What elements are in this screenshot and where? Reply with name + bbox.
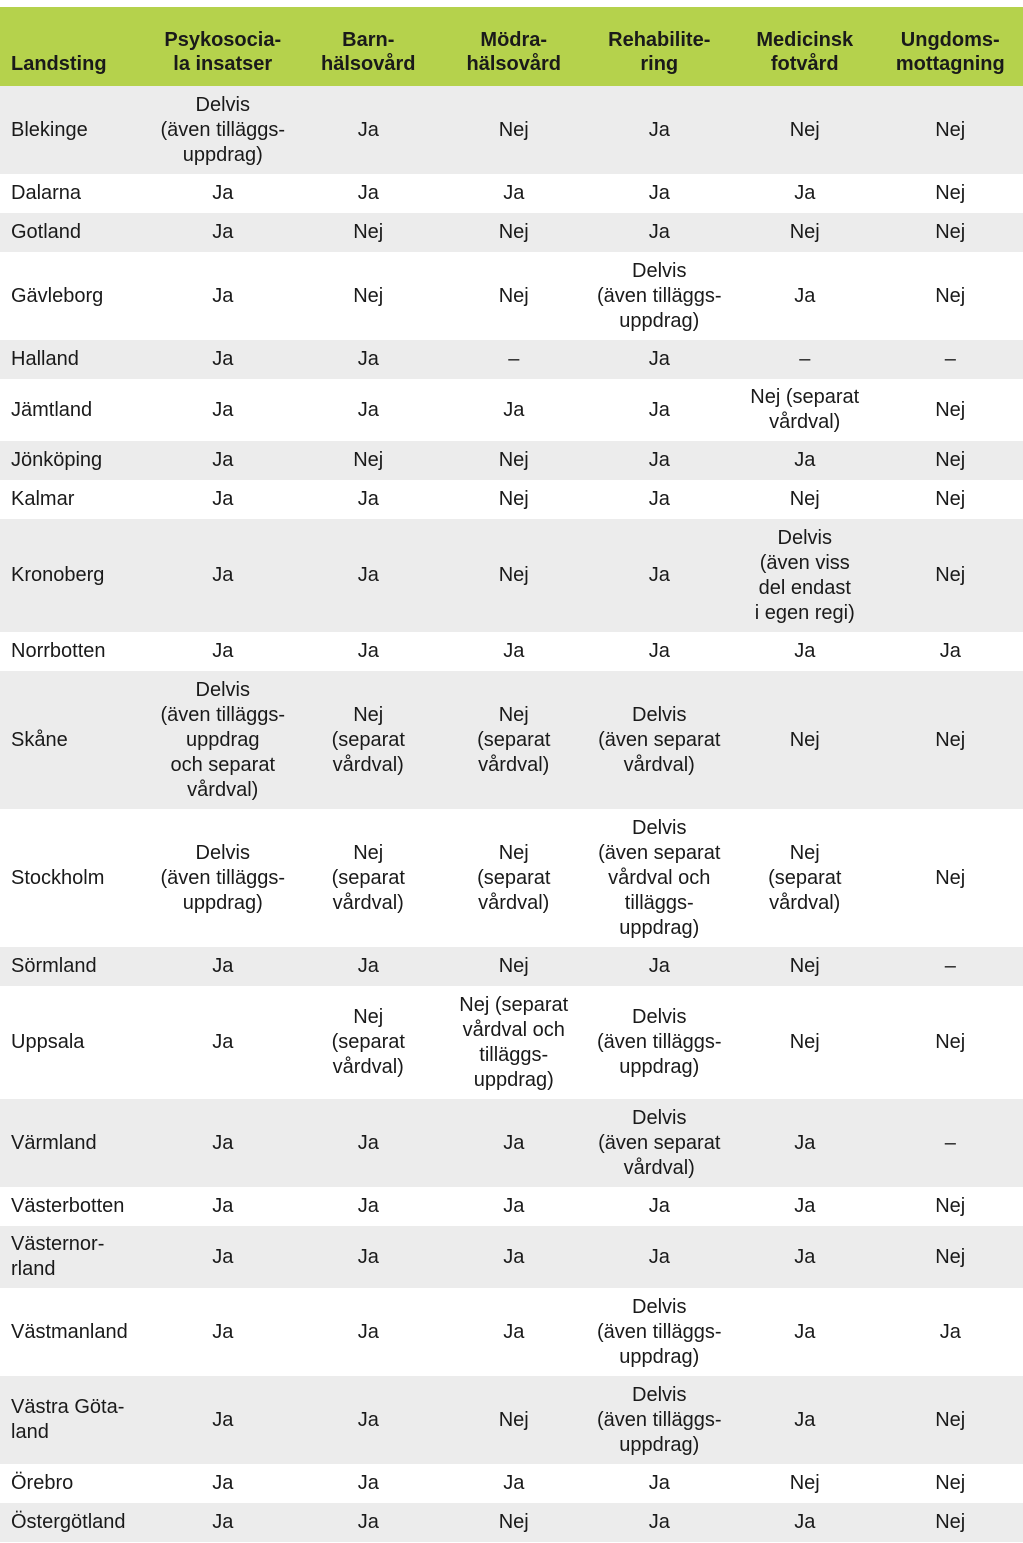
cell-medicinsk-fotvard: Ja	[732, 1099, 878, 1187]
cell-barnhalsovard: Ja	[296, 1226, 442, 1288]
cell-medicinsk-fotvard: Nej	[732, 213, 878, 252]
cell-rehabilitering: Delvis (även separat vårdval)	[587, 1099, 733, 1187]
cell-medicinsk-fotvard: Nej	[732, 986, 878, 1099]
cell-medicinsk-fotvard: Nej	[732, 947, 878, 986]
cell-psykosociala-insatser: Ja	[150, 1099, 296, 1187]
cell-ungdomsmottagning: Nej	[878, 1226, 1023, 1288]
cell-modrahalsovard: Nej	[441, 480, 587, 519]
cell-modrahalsovard: Nej	[441, 213, 587, 252]
cell-landsting: Skåne	[0, 671, 150, 809]
cell-medicinsk-fotvard: Ja	[732, 441, 878, 480]
cell-medicinsk-fotvard: Ja	[732, 1187, 878, 1226]
cell-barnhalsovard: Nej (separat vårdval)	[296, 809, 442, 947]
cell-barnhalsovard: Ja	[296, 340, 442, 379]
cell-psykosociala-insatser: Ja	[150, 1464, 296, 1503]
cell-psykosociala-insatser: Ja	[150, 441, 296, 480]
cell-rehabilitering: Ja	[587, 1226, 733, 1288]
cell-ungdomsmottagning: Nej	[878, 519, 1023, 632]
table-row	[0, 86, 1023, 174]
cell-ungdomsmottagning: Nej	[878, 480, 1023, 519]
header-psykosociala-insatser: Psykosocia- la insatser	[150, 7, 296, 86]
cell-rehabilitering: Ja	[587, 86, 733, 174]
cell-landsting: Kalmar	[0, 480, 150, 519]
cell-modrahalsovard: Nej	[441, 1376, 587, 1464]
cell-modrahalsovard: Ja	[441, 632, 587, 671]
cell-modrahalsovard: Nej	[441, 86, 587, 174]
cell-barnhalsovard: Ja	[296, 1464, 442, 1503]
cell-rehabilitering: Ja	[587, 632, 733, 671]
table-row	[0, 671, 1023, 809]
cell-medicinsk-fotvard: –	[732, 340, 878, 379]
cell-landsting: Gotland	[0, 213, 150, 252]
header-medicinsk-fotvard: Medicinsk fotvård	[732, 7, 878, 86]
cell-medicinsk-fotvard: Ja	[732, 1376, 878, 1464]
cell-medicinsk-fotvard: Ja	[732, 1226, 878, 1288]
cell-modrahalsovard: Nej	[441, 519, 587, 632]
cell-barnhalsovard: Ja	[296, 1288, 442, 1376]
cell-medicinsk-fotvard: Nej	[732, 671, 878, 809]
cell-ungdomsmottagning: Nej	[878, 671, 1023, 809]
cell-rehabilitering: Ja	[587, 1503, 733, 1542]
cell-psykosociala-insatser: Ja	[150, 519, 296, 632]
cell-barnhalsovard: Nej (separat vårdval)	[296, 671, 442, 809]
cell-barnhalsovard: Ja	[296, 1187, 442, 1226]
cell-psykosociala-insatser: Ja	[150, 1503, 296, 1542]
cell-ungdomsmottagning: Nej	[878, 86, 1023, 174]
table-header-row	[0, 7, 1023, 86]
table-row	[0, 252, 1023, 340]
cell-modrahalsovard: Ja	[441, 174, 587, 213]
cell-modrahalsovard: Ja	[441, 1288, 587, 1376]
cell-barnhalsovard: Ja	[296, 519, 442, 632]
cell-psykosociala-insatser: Ja	[150, 174, 296, 213]
cell-rehabilitering: Delvis (även tilläggs- uppdrag)	[587, 252, 733, 340]
cell-landsting: Kronoberg	[0, 519, 150, 632]
table-row	[0, 986, 1023, 1099]
cell-landsting: Stockholm	[0, 809, 150, 947]
cell-medicinsk-fotvard: Nej (separat vårdval)	[732, 379, 878, 441]
cell-rehabilitering: Ja	[587, 1187, 733, 1226]
cell-psykosociala-insatser: Ja	[150, 632, 296, 671]
cell-barnhalsovard: Nej	[296, 441, 442, 480]
cell-barnhalsovard: Ja	[296, 86, 442, 174]
cell-psykosociala-insatser: Ja	[150, 379, 296, 441]
cell-rehabilitering: Ja	[587, 174, 733, 213]
table-row	[0, 441, 1023, 480]
cell-landsting: Norrbotten	[0, 632, 150, 671]
cell-barnhalsovard: Nej	[296, 252, 442, 340]
cell-ungdomsmottagning: Nej	[878, 379, 1023, 441]
table-row	[0, 213, 1023, 252]
cell-psykosociala-insatser: Delvis (även tilläggs- uppdrag)	[150, 809, 296, 947]
cell-rehabilitering: Ja	[587, 1464, 733, 1503]
cell-medicinsk-fotvard: Nej (separat vårdval)	[732, 809, 878, 947]
table-row	[0, 1503, 1023, 1542]
cell-landsting: Örebro	[0, 1464, 150, 1503]
table-row	[0, 1376, 1023, 1464]
cell-psykosociala-insatser: Ja	[150, 1376, 296, 1464]
cell-barnhalsovard: Ja	[296, 480, 442, 519]
cell-rehabilitering: Delvis (även separat vårdval)	[587, 671, 733, 809]
cell-modrahalsovard: Nej (separat vårdval och tilläggs- uppdrag)	[441, 986, 587, 1099]
cell-barnhalsovard: Nej (separat vårdval)	[296, 986, 442, 1099]
cell-modrahalsovard: Nej (separat vårdval)	[441, 671, 587, 809]
cell-ungdomsmottagning: –	[878, 947, 1023, 986]
cell-landsting: Dalarna	[0, 174, 150, 213]
cell-landsting: Värmland	[0, 1099, 150, 1187]
cell-modrahalsovard: Ja	[441, 1099, 587, 1187]
cell-landsting: Västernor- rland	[0, 1226, 150, 1288]
cell-barnhalsovard: Nej	[296, 213, 442, 252]
table-row	[0, 632, 1023, 671]
cell-modrahalsovard: Nej (separat vårdval)	[441, 809, 587, 947]
cell-psykosociala-insatser: Ja	[150, 947, 296, 986]
cell-ungdomsmottagning: Nej	[878, 986, 1023, 1099]
cell-landsting: Jönköping	[0, 441, 150, 480]
cell-barnhalsovard: Ja	[296, 632, 442, 671]
cell-landsting: Uppsala	[0, 986, 150, 1099]
cell-modrahalsovard: Nej	[441, 1503, 587, 1542]
cell-psykosociala-insatser: Ja	[150, 1187, 296, 1226]
table-row	[0, 1288, 1023, 1376]
cell-landsting: Västmanland	[0, 1288, 150, 1376]
header-barnhalsovard: Barn- hälsovård	[296, 7, 442, 86]
header-modrahalsovard: Mödra- hälsovård	[441, 7, 587, 86]
header-landsting: Landsting	[0, 7, 150, 86]
cell-ungdomsmottagning: –	[878, 340, 1023, 379]
cell-rehabilitering: Ja	[587, 379, 733, 441]
cell-medicinsk-fotvard: Ja	[732, 1503, 878, 1542]
table-row	[0, 1099, 1023, 1187]
table-row	[0, 174, 1023, 213]
cell-barnhalsovard: Ja	[296, 1099, 442, 1187]
cell-barnhalsovard: Ja	[296, 379, 442, 441]
table-row	[0, 947, 1023, 986]
table-body	[0, 86, 1023, 1542]
table-row	[0, 1187, 1023, 1226]
cell-ungdomsmottagning: Nej	[878, 252, 1023, 340]
cell-ungdomsmottagning: Nej	[878, 1376, 1023, 1464]
cell-rehabilitering: Ja	[587, 213, 733, 252]
cell-psykosociala-insatser: Ja	[150, 1288, 296, 1376]
cell-psykosociala-insatser: Ja	[150, 213, 296, 252]
cell-psykosociala-insatser: Ja	[150, 340, 296, 379]
cell-ungdomsmottagning: Ja	[878, 632, 1023, 671]
table-row	[0, 519, 1023, 632]
cell-modrahalsovard: Ja	[441, 1464, 587, 1503]
cell-rehabilitering: Ja	[587, 519, 733, 632]
vardval-table	[0, 7, 1023, 1542]
table-row	[0, 379, 1023, 441]
cell-ungdomsmottagning: Nej	[878, 174, 1023, 213]
cell-modrahalsovard: Nej	[441, 441, 587, 480]
cell-barnhalsovard: Ja	[296, 174, 442, 213]
cell-ungdomsmottagning: Ja	[878, 1288, 1023, 1376]
cell-rehabilitering: Ja	[587, 480, 733, 519]
cell-medicinsk-fotvard: Nej	[732, 480, 878, 519]
cell-rehabilitering: Delvis (även separat vårdval och tilläggs- uppdrag)	[587, 809, 733, 947]
cell-psykosociala-insatser: Delvis (även tilläggs- uppdrag och separat vårdval)	[150, 671, 296, 809]
table-row	[0, 1464, 1023, 1503]
cell-psykosociala-insatser: Ja	[150, 480, 296, 519]
cell-landsting: Västerbotten	[0, 1187, 150, 1226]
cell-landsting: Västra Göta- land	[0, 1376, 150, 1464]
cell-psykosociala-insatser: Delvis (även tilläggs- uppdrag)	[150, 86, 296, 174]
cell-rehabilitering: Ja	[587, 441, 733, 480]
cell-rehabilitering: Delvis (även tilläggs- uppdrag)	[587, 1376, 733, 1464]
cell-modrahalsovard: Nej	[441, 252, 587, 340]
cell-barnhalsovard: Ja	[296, 1503, 442, 1542]
cell-modrahalsovard: –	[441, 340, 587, 379]
cell-barnhalsovard: Ja	[296, 947, 442, 986]
table-row	[0, 1226, 1023, 1288]
header-rehabilitering: Rehabilite- ring	[587, 7, 733, 86]
cell-ungdomsmottagning: Nej	[878, 1464, 1023, 1503]
cell-rehabilitering: Delvis (även tilläggs- uppdrag)	[587, 986, 733, 1099]
cell-medicinsk-fotvard: Ja	[732, 174, 878, 213]
cell-barnhalsovard: Ja	[296, 1376, 442, 1464]
cell-ungdomsmottagning: –	[878, 1099, 1023, 1187]
cell-medicinsk-fotvard: Delvis (även viss del endast i egen regi)	[732, 519, 878, 632]
table-row	[0, 809, 1023, 947]
cell-ungdomsmottagning: Nej	[878, 1187, 1023, 1226]
table-row	[0, 480, 1023, 519]
cell-medicinsk-fotvard: Ja	[732, 1288, 878, 1376]
cell-landsting: Blekinge	[0, 86, 150, 174]
cell-medicinsk-fotvard: Ja	[732, 252, 878, 340]
table-row	[0, 340, 1023, 379]
cell-rehabilitering: Delvis (även tilläggs- uppdrag)	[587, 1288, 733, 1376]
cell-psykosociala-insatser: Ja	[150, 986, 296, 1099]
cell-rehabilitering: Ja	[587, 947, 733, 986]
cell-ungdomsmottagning: Nej	[878, 1503, 1023, 1542]
cell-modrahalsovard: Ja	[441, 1187, 587, 1226]
cell-landsting: Jämtland	[0, 379, 150, 441]
cell-medicinsk-fotvard: Ja	[732, 632, 878, 671]
cell-psykosociala-insatser: Ja	[150, 1226, 296, 1288]
cell-ungdomsmottagning: Nej	[878, 809, 1023, 947]
cell-landsting: Gävleborg	[0, 252, 150, 340]
cell-modrahalsovard: Nej	[441, 947, 587, 986]
cell-landsting: Sörmland	[0, 947, 150, 986]
cell-psykosociala-insatser: Ja	[150, 252, 296, 340]
cell-medicinsk-fotvard: Nej	[732, 86, 878, 174]
cell-modrahalsovard: Ja	[441, 379, 587, 441]
cell-landsting: Halland	[0, 340, 150, 379]
cell-rehabilitering: Ja	[587, 340, 733, 379]
cell-medicinsk-fotvard: Nej	[732, 1464, 878, 1503]
cell-modrahalsovard: Ja	[441, 1226, 587, 1288]
header-ungdomsmottagning: Ungdoms- mottagning	[878, 7, 1023, 86]
cell-landsting: Östergötland	[0, 1503, 150, 1542]
cell-ungdomsmottagning: Nej	[878, 213, 1023, 252]
cell-ungdomsmottagning: Nej	[878, 441, 1023, 480]
